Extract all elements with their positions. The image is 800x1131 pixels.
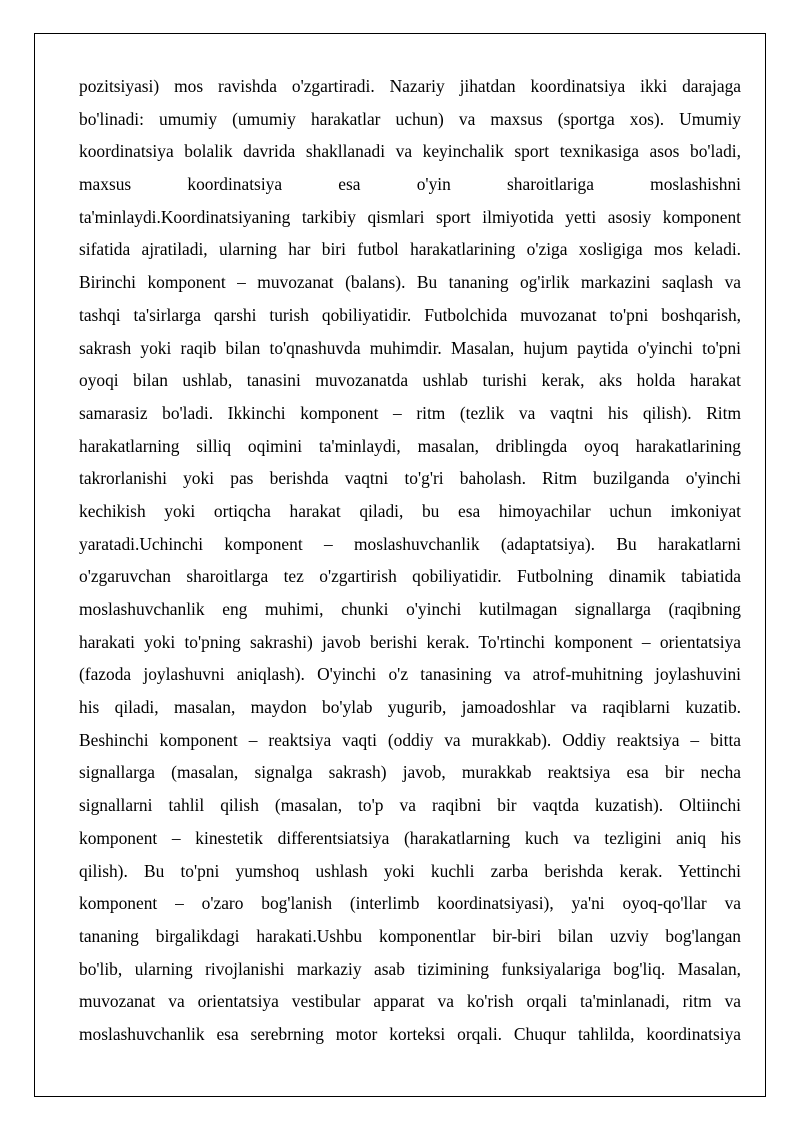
text-line: sakrash yoki raqib bilan to'qnashuvda muhimdir. Masalan, hujum paytida o'yinchi to'pni <box>79 337 741 358</box>
document-body <box>79 70 741 1051</box>
text-line: maxsus koordinatsiya esa o'yin sharoitlariga moslashishni <box>79 174 741 195</box>
text-line: harakatlarning silliq oqimini ta'minlaydi, masalan, driblingda oyoq harakatlarining <box>79 435 741 456</box>
text-line: koordinatsiya bolalik davrida shakllanadi va keyinchalik sport texnikasiga asos bo'ladi, <box>79 141 741 162</box>
text-line: sifatida ajratiladi, ularning har biri futbol harakatlarining o'ziga xosligiga mos keladi. <box>79 239 741 260</box>
text-line: qilish). Bu to'pni yumshoq ushlash yoki kuchli zarba berishda kerak. Yettinchi <box>79 860 741 881</box>
text-line: his qiladi, masalan, maydon bo'ylab yugurib, jamoadoshlar va raqiblarni kuzatib. <box>79 697 741 718</box>
text-line: tashqi ta'sirlarga qarshi turish qobiliyatidir. Futbolchida muvozanat to'pni boshqarish, <box>79 304 741 325</box>
text-line: Birinchi komponent – muvozanat (balans). Bu tananing og'irlik markazini saqlash va <box>79 272 741 293</box>
text-line: pozitsiyasi) mos ravishda o'zgartiradi. Nazariy jihatdan koordinatsiya ikki darajaga <box>79 76 741 96</box>
text-line: tananing birgalikdagi harakati.Ushbu komponentlar bir-biri bilan uzviy bog'langan <box>79 925 741 946</box>
text-line: komponent – o'zaro bog'lanish (interlimb koordinatsiyasi), ya'ni oyoq-qo'llar va <box>79 893 741 914</box>
text-line: o'zgaruvchan sharoitlarga tez o'zgartirish qobiliyatidir. Futbolning dinamik tabiatida <box>79 566 741 587</box>
text-line: (fazoda joylashuvni aniqlash). O'yinchi o'z tanasining va atrof-muhitning joylashuvini <box>79 664 741 685</box>
text-line: kechikish yoki ortiqcha harakat qiladi, bu esa himoyachilar uchun imkoniyat <box>79 500 741 521</box>
text-line: muvozanat va orientatsiya vestibular apparat va ko'rish orqali ta'minlanadi, ritm va <box>79 991 741 1012</box>
text-line: moslashuvchanlik esa serebrning motor korteksi orqali. Chuqur tahlilda, koordinatsiya <box>79 1023 741 1044</box>
text-line: bo'linadi: umumiy (umumiy harakatlar uchun) va maxsus (sportga xos). Umumiy <box>79 108 741 129</box>
text-line: oyoqi bilan ushlab, tanasini muvozanatda ushlab turishi kerak, aks holda harakat <box>79 370 741 391</box>
text-line: moslashuvchanlik eng muhimi, chunki o'yinchi kutilmagan signallarga (raqibning <box>79 599 741 619</box>
text-line: ta'minlaydi.Koordinatsiyaning tarkibiy qismlari sport ilmiyotida yetti asosiy komponent <box>79 206 741 227</box>
text-line: signallarga (masalan, signalga sakrash) javob, murakkab reaktsiya esa bir necha <box>79 762 741 783</box>
text-line: komponent – kinestetik differentsiatsiya (harakatlarning kuch va tezligini aniq his <box>79 827 741 848</box>
text-line: bo'lib, ularning rivojlanishi markaziy asab tizimining funksiyalariga bog'liq. Masalan, <box>79 958 741 979</box>
text-line: samarasiz bo'ladi. Ikkinchi komponent – ritm (tezlik va vaqtni his qilish). Ritm <box>79 402 741 423</box>
text-line: harakati yoki to'pning sakrashi) javob berishi kerak. To'rtinchi komponent – orientatsiya <box>79 631 741 652</box>
text-line: takrorlanishi yoki pas berishda vaqtni to'g'ri baholash. Ritm buzilganda o'yinchi <box>79 468 741 489</box>
text-line: yaratadi.Uchinchi komponent – moslashuvchanlik (adaptatsiya). Bu harakatlarni <box>79 533 741 554</box>
text-line: signallarni tahlil qilish (masalan, to'p va raqibni bir vaqtda kuzatish). Oltiinchi <box>79 795 741 816</box>
text-line: Beshinchi komponent – reaktsiya vaqti (oddiy va murakkab). Oddiy reaktsiya – bitta <box>79 729 741 750</box>
